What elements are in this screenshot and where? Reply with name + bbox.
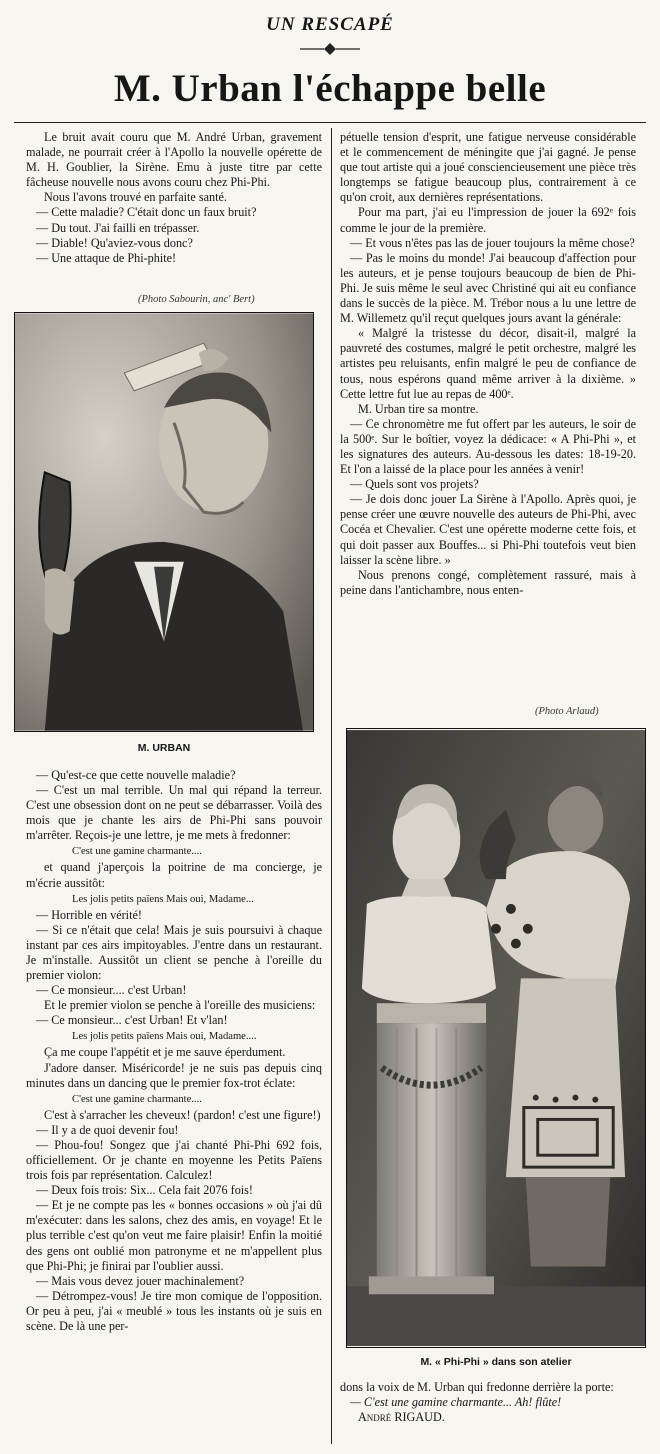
dialogue-line: — Si ce n'était que cela! Mais je suis poursuivi à chaque instant par ces airs impitoyables. J'entre dans un restaurant. Je m'installe. Aussitôt un client se penche à l'oreille du premier violon:	[26, 922, 322, 983]
dialogue-line: — Ce monsieur.... c'est Urban!	[36, 983, 187, 998]
photo-credit: (Photo Arlaud)	[535, 706, 599, 717]
column-b-top	[340, 130, 636, 598]
dialogue-line: — Détrompez-vous! Je tire mon comique de l'opposition. Or peu à peu, j'ai « meublé » tous les instants où je suis en scène. De là une per-	[26, 1288, 322, 1333]
paragraph: Ça me coupe l'appétit et je me sauve éperdument.	[44, 1045, 286, 1060]
paragraph: C'est à s'arracher les cheveux! (pardon! c'est une figure!)	[44, 1107, 321, 1122]
column-rule	[331, 128, 332, 1444]
dialogue-line: — C'est un mal terrible. Un mal qui répand la terreur. C'est une obsession dont on ne peut se débarrasser. Voilà des mois que je chante les airs de Phi-Phi sans pouvoir m'arrêter. Reçois-je une lettre, je me mets à fredonner:	[26, 783, 322, 843]
photo-credit: (Photo Sabourin, anc' Bert)	[138, 294, 255, 305]
paragraph: Pour ma part, j'ai eu l'impression de jouer la 692ᵉ fois comme le jour de la première.	[340, 205, 636, 235]
dialogue-line: — Je dois donc jouer La Sirène à l'Apollo. Après quoi, je pense créer une œuvre nouvelle des auteurs de Phi-Phi, avec Cocéa et Chevalier. C'est une opérette moderne cette fois, et qui doit passer aux Bouffes... si Phi-Phi toutefois veut bien laisser la scène libre. »	[340, 492, 636, 567]
author-signature: André RIGAUD.	[358, 1410, 445, 1425]
paragraph: Le bruit avait couru que M. André Urban, gravement malade, ne pourrait créer à l'Apollo la nouvelle opérette de M. H. Goublier, la Sirène. Emu à juste titre par cette fâcheuse nouvelle nous avons couru chez Phi-Phi.	[26, 130, 322, 190]
photo-caption: M. URBAN	[137, 742, 191, 754]
song-quote: C'est une gamine charmante....	[72, 1093, 202, 1105]
photo-caption: M. « Phi-Phi » dans son atelier	[420, 1356, 572, 1368]
paragraph: J'adore danser. Miséricorde! je ne suis pas depuis cinq minutes dans un dancing que le premier fox-trot éclate:	[26, 1060, 322, 1090]
headline: M. Urban l'échappe belle	[113, 67, 547, 110]
dialogue-line: — Mais vous devez jouer machinalement?	[36, 1273, 245, 1288]
quoted-letter: « Malgré la tristesse du décor, disait-il, malgré la pauvreté des costumes, malgré le petit orchestre, malgré les artistes peu reluisants, enfin malgré le peu de confiance de tous, nous espérons quand même arriver à la dixième. » Cette lettre fut lue au repas de 400ᵉ.	[340, 326, 636, 401]
paragraph: M. Urban tire sa montre.	[358, 401, 479, 416]
paragraph: Et le premier violon se penche à l'oreille des musiciens:	[44, 998, 316, 1013]
dialogue-line: — Il y a de quoi devenir fou!	[36, 1122, 179, 1137]
dialogue-line: — Qu'est-ce que cette nouvelle maladie?	[36, 768, 236, 782]
kicker: UN RESCAPÉ	[266, 14, 394, 35]
dialogue-line: — Ce monsieur... c'est Urban! Et v'lan!	[36, 1013, 228, 1028]
paragraph: Nous prenons congé, complètement rassuré, mais à peine dans l'antichambre, nous enten-	[340, 567, 636, 597]
column-a-top	[26, 130, 322, 266]
portrait-photo	[14, 312, 314, 732]
dialogue-line: — Ce chronomètre me fut offert par les auteurs, le soir de la 500ᵉ. Sur le boîtier, voyez la dédicace: « A Phi-Phi », et les signatures des auteurs. Au-dessous les dates: 18-19-20. Et l'on a laissé de la place pour les années à venir!	[340, 416, 636, 477]
dialogue-line: — Cette maladie? C'était donc un faux bruit?	[36, 205, 257, 220]
column-b-bottom	[340, 1380, 636, 1425]
dialogue-line: — Et vous n'êtes pas las de jouer toujours la même chose?	[350, 235, 635, 250]
ornament-divider	[298, 42, 362, 56]
dialogue-line: — Pas le moins du monde! J'ai beaucoup d'affection pour les auteurs, et je pense toujours beaucoup de bien de Phi-Phi. Je suis même le seul avec Christiné qui ait eu confiance dans le succès de la pièce. M. Trébor nous a lu une lettre de M. Willemetz qu'il reçut quelques jours avant la générale:	[340, 250, 636, 326]
song-quote: C'est une gamine charmante....	[72, 846, 202, 858]
dialogue-line: — Une attaque de Phi-phite!	[36, 250, 177, 265]
paragraph: dons la voix de M. Urban qui fredonne derrière la porte:	[340, 1380, 614, 1394]
studio-photo	[346, 728, 646, 1348]
dialogue-line: — C'est une gamine charmante... Ah! flûte!	[350, 1395, 562, 1410]
paragraph: et quand j'aperçois la poitrine de ma concierge, je m'écrie aussitôt:	[26, 860, 322, 890]
dialogue-line: — Du tout. J'ai failli en trépasser.	[36, 220, 200, 235]
headline-rule	[14, 122, 646, 123]
paragraph: pétuelle tension d'esprit, une fatigue nerveuse considérable et le commencement de méningite que j'ai gagné. Je pense que tout artiste qui a joué consciencieusement une pièce très longtemps se fatigue beaucoup plus, contrairement à ce qu'on croit, aux dernières représentations.	[340, 130, 636, 205]
dialogue-line: — Phou-fou! Songez que j'ai chanté Phi-Phi 692 fois, officiellement. Or je chante en moyenne les Petits Païens trois fois par représentation. Calculez!	[26, 1137, 322, 1183]
dialogue-line: — Quels sont vos projets?	[350, 477, 479, 492]
dialogue-line: — Deux fois trois: Six... Cela fait 2076 fois!	[36, 1183, 253, 1198]
song-quote: Les jolis petits païens Mais oui, Madame....	[72, 1031, 257, 1043]
column-a-bottom	[26, 768, 322, 1334]
dialogue-line: — Diable! Qu'aviez-vous donc?	[36, 235, 193, 250]
dialogue-line: — Et je ne compte pas les « bonnes occasions » où j'ai dû m'exécuter: dans les salons, chez des amis, en voyage! Et le plus terrible c'est qu'on veut me faire plaisir! Enfin la moitié des gens ont oublié mon patronyme et ne m'appellent plus que Phi-Phi; je finirai par l'oublier aussi.	[26, 1198, 322, 1273]
dialogue-line: — Horrible en vérité!	[36, 907, 142, 922]
paragraph: Nous l'avons trouvé en parfaite santé.	[44, 190, 227, 205]
song-quote: Les jolis petits païens Mais oui, Madame...	[72, 893, 254, 905]
